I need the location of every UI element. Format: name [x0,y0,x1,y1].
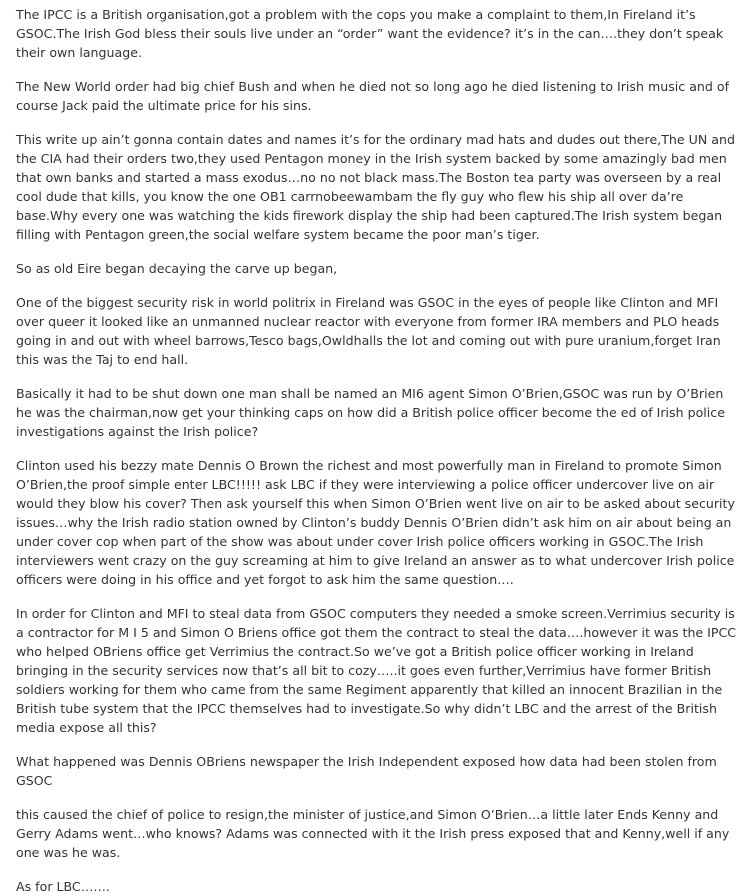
paragraph-irish-independent: What happened was Dennis OBriens newspaper the Irish Independent exposed how data had been stolen from GSOC [16,754,717,788]
paragraph-resignations: this caused the chief of police to resign,the minister of justice,and Simon O’Brien…a little later Ends Kenny and Gerry Adams went…who knows? Adams was connected with it the Irish press exposed that and Kenny,well if any one was he was. [16,807,730,860]
paragraph-shut-down: Basically it had to be shut down one man shall be named an MI6 agent Simon O’Brien,GSOC was run by O’Brien he was the chairman,now get your thinking caps on how did a British police officer become the ed of Irish police investigations against the Irish police? [16,386,725,439]
paragraph-ipcc-gsoc: The IPCC is a British organisation,got a problem with the cops you make a complaint to them,In Fireland it’s GSOC.The Irish God bless their souls live under an “order” want the evidence? it’s in the can….they don’t speak their own language. [16,7,724,60]
paragraph-new-world-order: The New World order had big chief Bush and when he died not so long ago he died listening to Irish music and of course Jack paid the ultimate price for his sins. [16,79,730,113]
paragraph-lbc-interview: Clinton used his bezzy mate Dennis O Brown the richest and most powerfully man in Fireland to promote Simon O’Brien,the proof simple enter LBC!!!!! ask LBC if they were interviewing a police officer undercover live on air would they blow his cover? Then ask yourself this when Simon O’Brien went live on air to be asked about security issues…why the Irish radio station owned by Clinton’s buddy Dennis O’Brien didn’t ask him on air about being an under cover cop when part of the show was about under cover Irish police officers working in GSOC.The Irish interviewers went crazy on the guy screaming at him to give Ireland an answer as to what undercover Irish police officers were doing in his office and yet forgot to ask him the same question…. [16,458,735,587]
paragraph-carve-up: So as old Eire began decaying the carve up began, [16,261,338,276]
paragraph-verrimius: In order for Clinton and MFI to steal data from GSOC computers they needed a smoke screen.Verrimius security is a contractor for M I 5 and Simon O Briens office got them the contract to steal the data….however it was the IPCC who helped OBriens office get Verrimius the contract.So we’ve got a British police officer working in Ireland bringing in the security services now that’s all bit to cozy…..it goes even further,Verrimius have former British soldiers working for them who came from the same Regiment apparently that killed an innocent Brazilian in the British tube system that the IPCC themselves had to investigate.So why didn’t LBC and the arrest of the British media expose all this? [16,606,737,735]
paragraph-security-risk: One of the biggest security risk in world politrix in Fireland was GSOC in the eyes of people like Clinton and MFI over queer it looked like an unmanned nuclear reactor with everyone from former IRA members and PLO heads going in and out with wheel barrows,Tesco bags,Owldhalls the lot and coming out with pure uranium,forget Iran this was the Taj to end hall. [16,295,721,367]
paragraph-as-for-lbc: As for LBC……. [16,879,110,894]
paragraph-write-up: This write up ain’t gonna contain dates and names it’s for the ordinary mad hats and dudes out there,The UN and the CIA had their orders two,they used Pentagon money in the Irish system backed by some amazingly bad men that own banks and started a mass exodus…no no not black mass.The Boston tea party was overseen by a real cool dude that kills, you know the one OB1 carrnobeewambam the fly guy who flew his ship all over da’re base.Why every one was watching the kids firework display the ship had been captured.The Irish system began filling with Pentagon green,the social welfare system became the poor man’s tiger. [16,132,735,242]
